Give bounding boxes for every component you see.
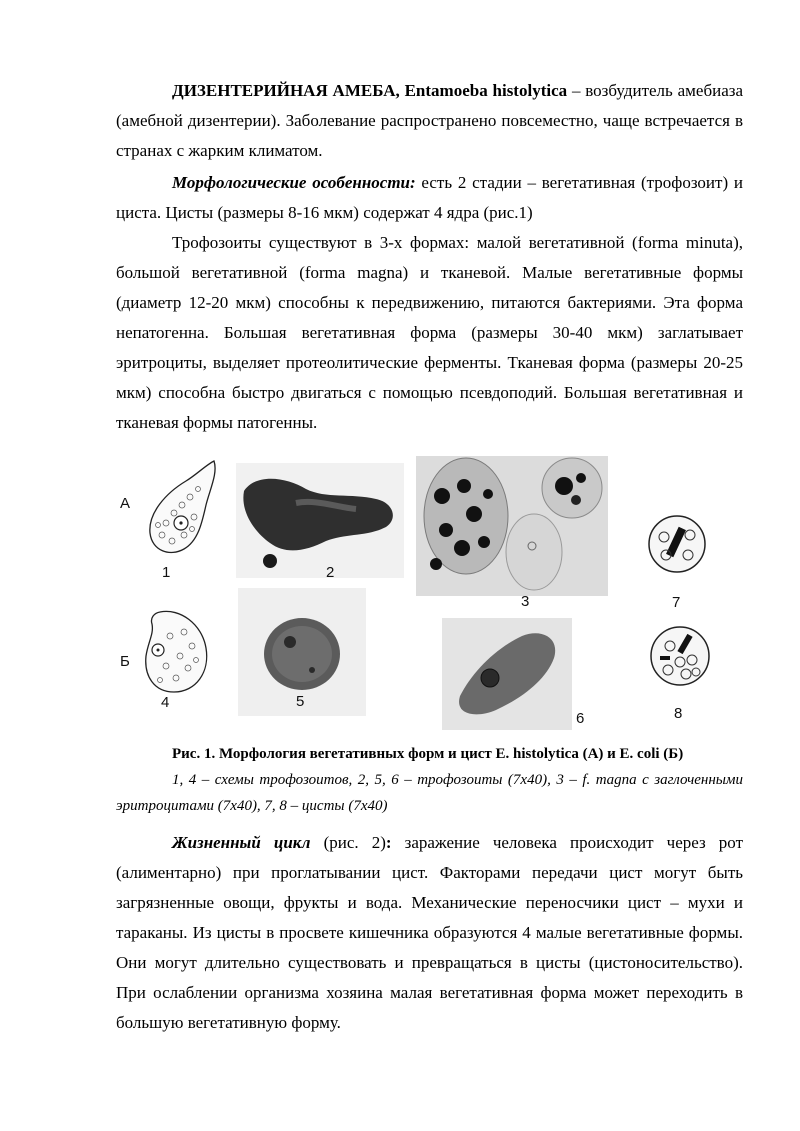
label-5: 5 <box>296 693 305 710</box>
figure-caption <box>116 741 744 819</box>
paragraph-trophozoites <box>116 228 743 438</box>
label-3: 3 <box>521 593 530 610</box>
trophozoite-photo-2-image <box>236 463 404 578</box>
label-7: 7 <box>672 594 681 611</box>
cyst-8-image <box>648 624 712 688</box>
figure-panel-4 <box>140 606 212 696</box>
label-1: 1 <box>162 564 171 581</box>
paragraph-life-cycle <box>116 828 743 1038</box>
life-cycle-text: заражение человека происходит через рот (алиментарно) при проглатывании цист. Факторами передачи цист могут быть загрязненные овощи, фрукты и вода. Механические переносчики цист – мухи и тараканы. Из цисты в просвете кишечника образуются 4 малые вегетативные формы. Они могут длительно существовать и превращаться в цисты (цистоносительство). При ослаблении организма хозяина малая вегетативная форма может переходить в большую вегетативную форму. <box>116 833 743 1032</box>
figure-panel-6 <box>442 618 572 730</box>
term-heading: ДИЗЕНТЕРИЙНАЯ АМЕБА, Entamoeba histolytica <box>172 81 568 100</box>
label-4: 4 <box>161 694 170 711</box>
trophozoite-scheme-b-image <box>140 606 212 696</box>
caption-title: Рис. 1. Морфология вегетативных форм и цист E. histolytica (А) и E. coli (Б) <box>172 746 684 762</box>
label-b: Б <box>120 653 130 670</box>
figure-panel-2 <box>236 463 404 578</box>
label-2: 2 <box>326 564 335 581</box>
cyst-7-image <box>646 513 708 575</box>
life-cycle-colon: : <box>385 833 392 852</box>
life-cycle-ref: (рис. 2) <box>310 833 386 852</box>
paragraph-intro <box>116 76 743 166</box>
figure-panel-1 <box>136 453 226 563</box>
text-block-top <box>116 76 743 438</box>
caption-text: 1, 4 – схемы трофозоитов, 2, 5, 6 – трофозоиты (7х40), 3 – f. magna с заглоченными эритроцитами (7х40), 7, 8 – цисты (7х40) <box>116 772 743 814</box>
morphology-text: есть 2 стадии – вегетативная (трофозоит) и циста. Цисты (размеры 8-16 мкм) содержат 4 ядра (рис.1) <box>116 173 743 222</box>
label-6: 6 <box>576 710 585 727</box>
trophozoite-scheme-a-image <box>136 453 226 563</box>
trophozoite-photo-6-image <box>442 618 572 730</box>
label-8: 8 <box>674 705 683 722</box>
label-a: А <box>120 495 131 512</box>
forma-magna-photo-image <box>416 456 608 596</box>
figure-panel-7 <box>646 513 708 575</box>
figure-panel-8 <box>648 624 712 688</box>
morphology-heading: Морфологические особенности: <box>172 173 416 192</box>
intro-text: – возбудитель амебиаза (амебной дизентерии). Заболевание распространено повсеместно, чаще встречается в странах с жарким климатом. <box>116 81 743 160</box>
life-cycle-heading: Жизненный цикл <box>172 833 311 852</box>
paragraph-morphology <box>116 168 743 228</box>
text-block-bottom <box>116 828 743 1038</box>
figure-panel-3 <box>416 456 608 596</box>
figure-amoeba-morphology <box>116 448 750 738</box>
trophozoites-text: Трофозоиты существуют в 3-х формах: малой вегетативной (forma minuta), большой вегетативной (forma magna) и тканевой. Малые вегетативные формы (диаметр 12-20 мкм) способны к передвижению, питаются бактериями. Эта форма непатогенна. Большая вегетативная форма (размеры 30-40 мкм) заглатывает эритроциты, выделяет протеолитические ферменты. Тканевая форма (размеры 20-25 мкм) способна быстро двигаться с помощью псевдоподий. Большая вегетативная и тканевая формы патогенны. <box>116 233 743 432</box>
